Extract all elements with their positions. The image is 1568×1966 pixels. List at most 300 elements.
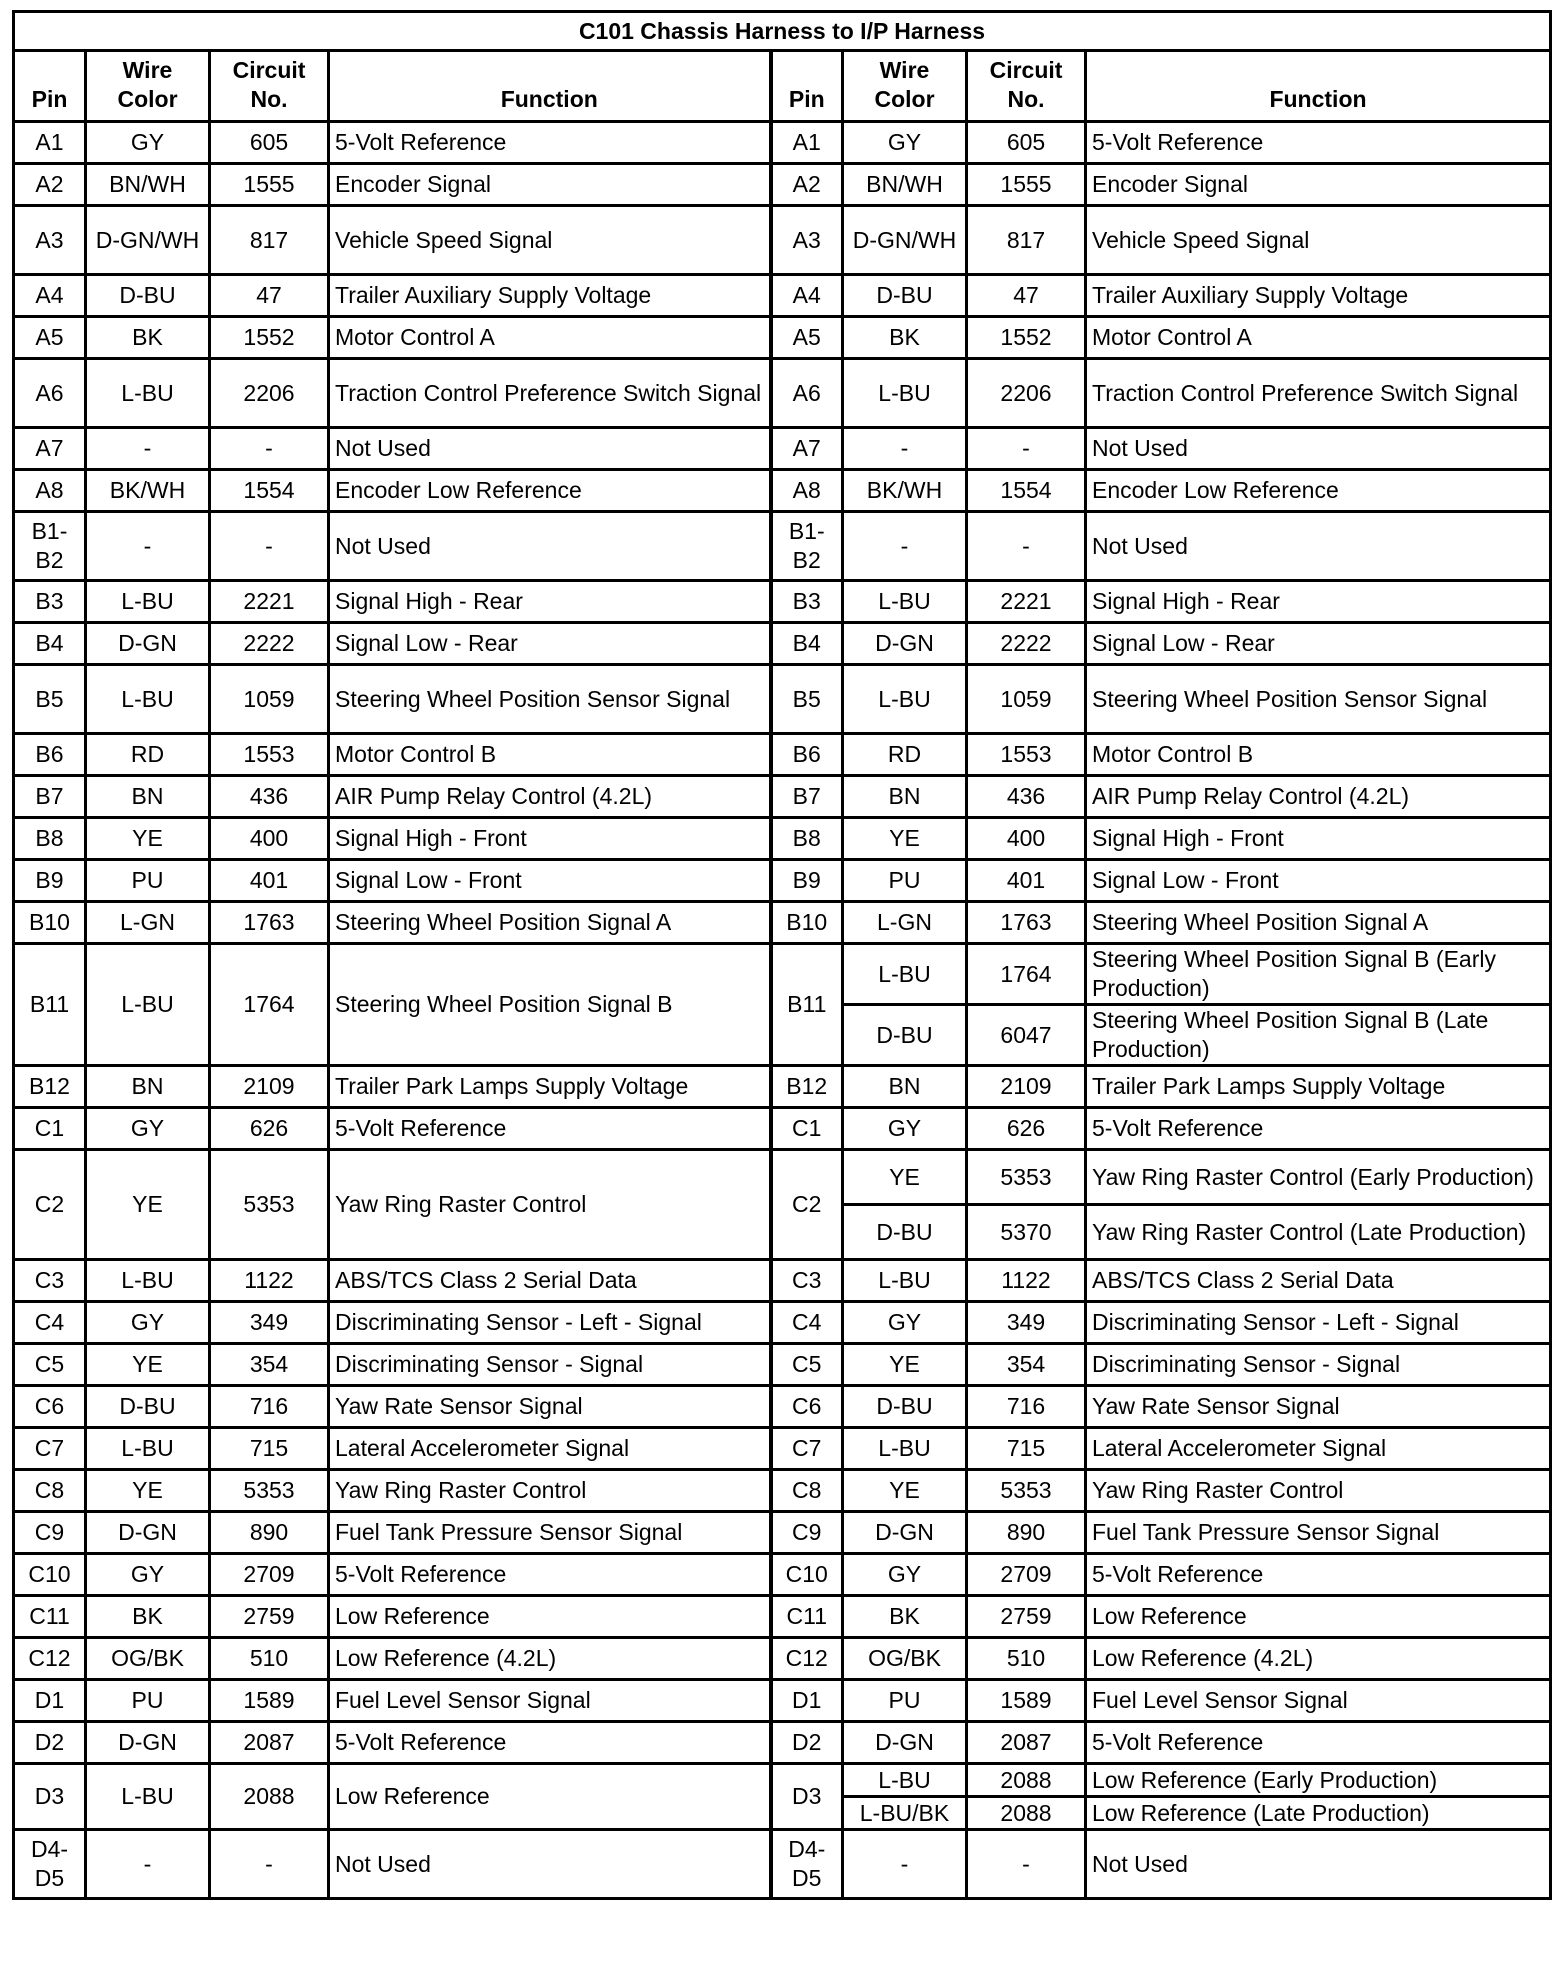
table-row [14,1386,1551,1428]
table-row [14,1830,1551,1899]
function-cell: Lateral Accelerometer Signal [329,1428,771,1470]
function-cell: Steering Wheel Position Signal A [1086,902,1551,944]
pin-cell: D3 [14,1764,86,1830]
circuit-cell: 6047 [967,1005,1086,1066]
function-cell: Steering Wheel Position Signal B (Early Production) [1086,944,1551,1005]
wire-color-cell: BK [843,1596,967,1638]
wire-color-cell: BK [843,317,967,359]
table-row [14,1344,1551,1386]
circuit-cell: 2109 [967,1066,1086,1108]
function-cell: Lateral Accelerometer Signal [1086,1428,1551,1470]
wire-color-cell: BK/WH [843,470,967,512]
pin-cell: A2 [771,164,843,206]
wire-color-cell: L-GN [843,902,967,944]
circuit-cell: 715 [967,1428,1086,1470]
table-row [14,902,1551,944]
function-cell: Discriminating Sensor - Signal [329,1344,771,1386]
wire-color-cell: D-GN [86,1722,210,1764]
function-cell: Discriminating Sensor - Signal [1086,1344,1551,1386]
wire-color-cell: D-BU [86,275,210,317]
pin-cell: D3 [771,1764,843,1830]
function-cell: Steering Wheel Position Signal A [329,902,771,944]
wire-color-cell: L-BU [843,581,967,623]
wire-color-cell: YE [843,1150,967,1205]
pin-cell: A2 [14,164,86,206]
function-cell: Yaw Ring Raster Control (Early Production) [1086,1150,1551,1205]
wire-color-cell: - [86,512,210,581]
table-row [14,776,1551,818]
wire-color-cell: YE [843,818,967,860]
circuit-cell: 2206 [210,359,329,428]
table-row [14,428,1551,470]
circuit-cell: 5370 [967,1205,1086,1260]
table-row [14,1764,1551,1797]
circuit-cell: 1552 [967,317,1086,359]
wire-color-cell: OG/BK [843,1638,967,1680]
table-row [14,1108,1551,1150]
pin-cell: B9 [771,860,843,902]
pin-cell: C4 [771,1302,843,1344]
pin-cell: B12 [14,1066,86,1108]
pin-cell: C12 [14,1638,86,1680]
circuit-cell: 1553 [210,734,329,776]
function-cell: AIR Pump Relay Control (4.2L) [1086,776,1551,818]
wire-color-cell: GY [843,1108,967,1150]
circuit-cell: 1764 [210,944,329,1066]
wire-color-cell: YE [86,1344,210,1386]
function-cell: 5-Volt Reference [1086,1722,1551,1764]
function-cell: 5-Volt Reference [329,1722,771,1764]
wire-color-cell: PU [86,1680,210,1722]
function-cell: Fuel Level Sensor Signal [329,1680,771,1722]
circuit-cell: 716 [210,1386,329,1428]
function-cell: Discriminating Sensor - Left - Signal [329,1302,771,1344]
function-cell: ABS/TCS Class 2 Serial Data [1086,1260,1551,1302]
circuit-cell: 5353 [210,1470,329,1512]
header-pin-right: Pin [771,51,843,122]
wire-color-cell: D-GN [843,1722,967,1764]
table-row [14,470,1551,512]
function-cell: Traction Control Preference Switch Signal [329,359,771,428]
table-row [14,317,1551,359]
circuit-cell: 1763 [210,902,329,944]
circuit-cell: 1764 [967,944,1086,1005]
pin-cell: B1-B2 [771,512,843,581]
circuit-cell: 1554 [210,470,329,512]
pin-cell: B5 [771,665,843,734]
header-wire-color-right: Wire Color [843,51,967,122]
circuit-cell: 2222 [967,623,1086,665]
wire-color-cell: - [86,428,210,470]
pin-cell: A8 [771,470,843,512]
pin-cell: C8 [771,1470,843,1512]
pin-cell: A8 [14,470,86,512]
circuit-cell: - [210,428,329,470]
table-row [14,581,1551,623]
function-cell: Not Used [1086,512,1551,581]
wire-color-cell: RD [86,734,210,776]
pin-cell: D4-D5 [14,1830,86,1899]
function-cell: 5-Volt Reference [1086,1554,1551,1596]
circuit-cell: 436 [210,776,329,818]
circuit-cell: 349 [967,1302,1086,1344]
wire-color-cell: YE [843,1470,967,1512]
function-cell: Steering Wheel Position Sensor Signal [1086,665,1551,734]
wire-color-cell: L-BU [843,1260,967,1302]
function-cell: Signal Low - Rear [1086,623,1551,665]
circuit-cell: 626 [967,1108,1086,1150]
pin-cell: B9 [14,860,86,902]
table-row [14,1150,1551,1205]
circuit-cell: - [967,512,1086,581]
circuit-cell: 1553 [967,734,1086,776]
pin-cell: B7 [771,776,843,818]
table-row [14,623,1551,665]
circuit-cell: 2087 [967,1722,1086,1764]
header-pin-left: Pin [14,51,86,122]
wire-color-cell: - [843,1830,967,1899]
circuit-cell: - [967,428,1086,470]
pin-cell: C1 [14,1108,86,1150]
table-row [14,1066,1551,1108]
wire-color-cell: PU [843,860,967,902]
function-cell: 5-Volt Reference [329,1554,771,1596]
function-cell: Discriminating Sensor - Left - Signal [1086,1302,1551,1344]
circuit-cell: 1763 [967,902,1086,944]
table-row [14,860,1551,902]
wire-color-cell: D-BU [843,1386,967,1428]
circuit-cell: 1059 [967,665,1086,734]
circuit-cell: 2759 [967,1596,1086,1638]
circuit-cell: - [967,1830,1086,1899]
function-cell: Motor Control A [329,317,771,359]
pin-cell: C9 [14,1512,86,1554]
circuit-cell: 817 [967,206,1086,275]
circuit-cell: 716 [967,1386,1086,1428]
function-cell: Yaw Ring Raster Control [329,1150,771,1260]
circuit-cell: 2206 [967,359,1086,428]
circuit-cell: 2709 [967,1554,1086,1596]
pin-cell: A4 [14,275,86,317]
wire-color-cell: BN [843,1066,967,1108]
pin-cell: C8 [14,1470,86,1512]
wire-color-cell: BN [86,776,210,818]
pin-cell: A7 [14,428,86,470]
function-cell: Encoder Low Reference [329,470,771,512]
table-row [14,359,1551,428]
wire-color-cell: D-GN [86,1512,210,1554]
function-cell: Not Used [329,512,771,581]
function-cell: 5-Volt Reference [1086,122,1551,164]
table-body [14,122,1551,1899]
table-row [14,1302,1551,1344]
pin-cell: B11 [14,944,86,1066]
circuit-cell: 817 [210,206,329,275]
table-row [14,1680,1551,1722]
pin-cell: C4 [14,1302,86,1344]
function-cell: Vehicle Speed Signal [1086,206,1551,275]
table-row [14,1428,1551,1470]
function-cell: Signal Low - Front [329,860,771,902]
circuit-cell: 1122 [967,1260,1086,1302]
pin-cell: C5 [771,1344,843,1386]
table-row [14,734,1551,776]
circuit-cell: 1552 [210,317,329,359]
circuit-cell: 47 [967,275,1086,317]
pin-cell: C10 [771,1554,843,1596]
circuit-cell: 2709 [210,1554,329,1596]
wire-color-cell: L-BU [86,944,210,1066]
pin-cell: C2 [14,1150,86,1260]
table-row [14,818,1551,860]
pin-cell: B10 [771,902,843,944]
wire-color-cell: D-BU [843,1205,967,1260]
pin-cell: C1 [771,1108,843,1150]
wire-color-cell: L-BU [843,944,967,1005]
function-cell: Motor Control B [329,734,771,776]
header-function-left: Function [329,51,771,122]
circuit-cell: 47 [210,275,329,317]
function-cell: Low Reference (4.2L) [329,1638,771,1680]
wire-color-cell: L-BU [86,1260,210,1302]
function-cell: Not Used [1086,1830,1551,1899]
wire-color-cell: BK [86,1596,210,1638]
function-cell: 5-Volt Reference [329,1108,771,1150]
circuit-cell: 2759 [210,1596,329,1638]
circuit-cell: 400 [210,818,329,860]
wire-color-cell: L-GN [86,902,210,944]
table-row [14,1596,1551,1638]
function-cell: Fuel Level Sensor Signal [1086,1680,1551,1722]
table-row [14,1260,1551,1302]
circuit-cell: 5353 [967,1150,1086,1205]
circuit-cell: 2222 [210,623,329,665]
wire-color-cell: BN/WH [86,164,210,206]
circuit-cell: 510 [210,1638,329,1680]
function-cell: Signal High - Rear [1086,581,1551,623]
function-cell: Signal High - Rear [329,581,771,623]
function-cell: Low Reference [329,1596,771,1638]
pin-cell: B4 [14,623,86,665]
table-row [14,164,1551,206]
circuit-cell: 2221 [210,581,329,623]
table-row [14,1470,1551,1512]
header-circuit-left: Circuit No. [210,51,329,122]
pin-cell: C2 [771,1150,843,1260]
table-row [14,512,1551,581]
wire-color-cell: PU [843,1680,967,1722]
wire-color-cell: D-GN [843,623,967,665]
table-row [14,1554,1551,1596]
circuit-cell: 1589 [967,1680,1086,1722]
wire-color-cell: D-BU [843,1005,967,1066]
wire-color-cell: L-BU [86,359,210,428]
function-cell: Low Reference [1086,1596,1551,1638]
function-cell: Low Reference (4.2L) [1086,1638,1551,1680]
circuit-cell: 354 [967,1344,1086,1386]
function-cell: Vehicle Speed Signal [329,206,771,275]
circuit-cell: - [210,1830,329,1899]
wire-color-cell: L-BU [86,1764,210,1830]
wire-color-cell: L-BU [843,1764,967,1797]
function-cell: Traction Control Preference Switch Signal [1086,359,1551,428]
circuit-cell: 1059 [210,665,329,734]
circuit-cell: 436 [967,776,1086,818]
circuit-cell: 5353 [967,1470,1086,1512]
circuit-cell: 400 [967,818,1086,860]
circuit-cell: 890 [210,1512,329,1554]
wire-color-cell: D-BU [86,1386,210,1428]
function-cell: Signal High - Front [1086,818,1551,860]
circuit-cell: 349 [210,1302,329,1344]
table-row [14,275,1551,317]
function-cell: Yaw Rate Sensor Signal [1086,1386,1551,1428]
circuit-cell: 1555 [967,164,1086,206]
function-cell: Low Reference [329,1764,771,1830]
pin-cell: B11 [771,944,843,1066]
circuit-cell: 5353 [210,1150,329,1260]
circuit-cell: 401 [967,860,1086,902]
function-cell: Steering Wheel Position Sensor Signal [329,665,771,734]
function-cell: Signal Low - Front [1086,860,1551,902]
wire-color-cell: YE [86,1470,210,1512]
pin-cell: A1 [771,122,843,164]
wire-color-cell: L-BU [843,1428,967,1470]
circuit-cell: 605 [967,122,1086,164]
pin-cell: B3 [771,581,843,623]
wire-color-cell: L-BU [86,1428,210,1470]
function-cell: Signal Low - Rear [329,623,771,665]
function-cell: Yaw Rate Sensor Signal [329,1386,771,1428]
wire-color-cell: L-BU [86,581,210,623]
pin-cell: A6 [14,359,86,428]
wire-color-cell: PU [86,860,210,902]
pin-cell: B8 [14,818,86,860]
pin-cell: D2 [771,1722,843,1764]
pin-cell: D1 [14,1680,86,1722]
circuit-cell: 2088 [967,1797,1086,1830]
pin-cell: B7 [14,776,86,818]
wire-color-cell: D-BU [843,275,967,317]
function-cell: Trailer Auxiliary Supply Voltage [329,275,771,317]
wire-color-cell: GY [843,122,967,164]
wire-color-cell: L-BU/BK [843,1797,967,1830]
pin-cell: C6 [771,1386,843,1428]
pin-cell: B12 [771,1066,843,1108]
table-title: C101 Chassis Harness to I/P Harness [14,12,1551,51]
pin-cell: C6 [14,1386,86,1428]
function-cell: Fuel Tank Pressure Sensor Signal [329,1512,771,1554]
circuit-cell: 1589 [210,1680,329,1722]
function-cell: Encoder Signal [1086,164,1551,206]
circuit-cell: 1122 [210,1260,329,1302]
pin-cell: B5 [14,665,86,734]
wire-color-cell: YE [86,818,210,860]
wire-color-cell: - [843,512,967,581]
circuit-cell: 715 [210,1428,329,1470]
pin-cell: C7 [771,1428,843,1470]
function-cell: Steering Wheel Position Signal B [329,944,771,1066]
pin-cell: D4-D5 [771,1830,843,1899]
pin-cell: D1 [771,1680,843,1722]
pin-cell: C3 [14,1260,86,1302]
function-cell: Trailer Park Lamps Supply Voltage [329,1066,771,1108]
wire-color-cell: GY [86,1302,210,1344]
function-cell: Signal High - Front [329,818,771,860]
circuit-cell: 890 [967,1512,1086,1554]
pin-cell: D2 [14,1722,86,1764]
table-row [14,1638,1551,1680]
circuit-cell: 2088 [967,1764,1086,1797]
circuit-cell: 2087 [210,1722,329,1764]
pin-cell: A1 [14,122,86,164]
wire-color-cell: BK/WH [86,470,210,512]
function-cell: Motor Control A [1086,317,1551,359]
wire-color-cell: GY [86,122,210,164]
pin-cell: B6 [14,734,86,776]
pin-cell: A5 [771,317,843,359]
wire-color-cell: GY [843,1554,967,1596]
pin-cell: A3 [771,206,843,275]
pin-cell: A5 [14,317,86,359]
function-cell: Yaw Ring Raster Control (Late Production) [1086,1205,1551,1260]
pin-cell: C11 [771,1596,843,1638]
circuit-cell: 2088 [210,1764,329,1830]
pin-cell: B10 [14,902,86,944]
wire-color-cell: - [843,428,967,470]
function-cell: Encoder Low Reference [1086,470,1551,512]
function-cell: Not Used [329,428,771,470]
pin-cell: A3 [14,206,86,275]
pin-cell: A6 [771,359,843,428]
circuit-cell: 510 [967,1638,1086,1680]
function-cell: Trailer Park Lamps Supply Voltage [1086,1066,1551,1108]
pin-cell: B3 [14,581,86,623]
wire-color-cell: BK [86,317,210,359]
wire-color-cell: BN/WH [843,164,967,206]
wire-color-cell: GY [843,1302,967,1344]
pin-cell: B1-B2 [14,512,86,581]
wire-color-cell: BN [843,776,967,818]
header-wire-color-left: Wire Color [86,51,210,122]
connector-table [12,10,1552,1900]
circuit-cell: 1554 [967,470,1086,512]
pin-cell: B8 [771,818,843,860]
function-cell: Low Reference (Late Production) [1086,1797,1551,1830]
function-cell: Low Reference (Early Production) [1086,1764,1551,1797]
circuit-cell: 1555 [210,164,329,206]
wire-color-cell: - [86,1830,210,1899]
wire-color-cell: GY [86,1554,210,1596]
function-cell: Motor Control B [1086,734,1551,776]
header-circuit-right: Circuit No. [967,51,1086,122]
circuit-cell: 626 [210,1108,329,1150]
function-cell: Yaw Ring Raster Control [1086,1470,1551,1512]
function-cell: Not Used [1086,428,1551,470]
wire-color-cell: YE [843,1344,967,1386]
header-function-right: Function [1086,51,1551,122]
pin-cell: A4 [771,275,843,317]
wire-color-cell: D-GN [843,1512,967,1554]
circuit-cell: 2109 [210,1066,329,1108]
pin-cell: C11 [14,1596,86,1638]
circuit-cell: - [210,512,329,581]
pin-cell: C7 [14,1428,86,1470]
pin-cell: A7 [771,428,843,470]
function-cell: Not Used [329,1830,771,1899]
wire-color-cell: RD [843,734,967,776]
wire-color-cell: YE [86,1150,210,1260]
